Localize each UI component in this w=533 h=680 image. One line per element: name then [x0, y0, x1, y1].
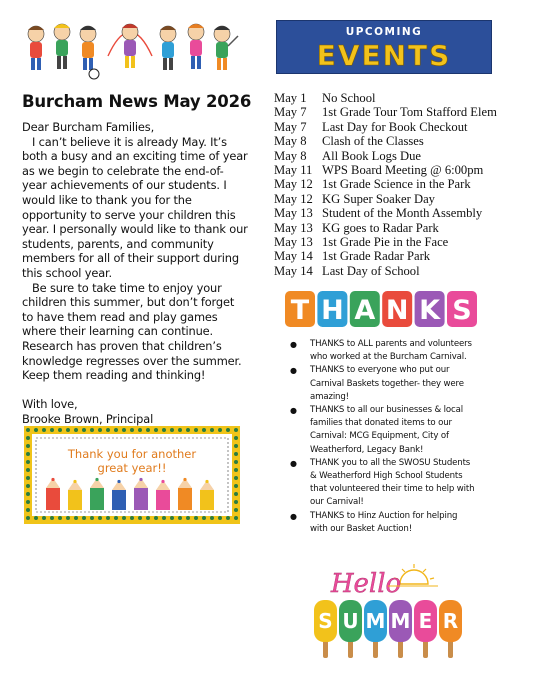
event-date: May 11 [274, 163, 313, 178]
event-row [274, 134, 514, 148]
summer-letter: S [318, 609, 333, 633]
summer-letter: E [418, 609, 433, 633]
event-row [274, 192, 514, 206]
event-date: May 13 [274, 235, 313, 250]
thanks-item-line: with our Basket Auction! [310, 523, 412, 534]
kids-clipart-image [22, 16, 240, 82]
event-name: Student of the Month Assembly [322, 206, 483, 221]
thanks-letter: N [385, 295, 409, 326]
thanks-letter: H [321, 295, 344, 326]
letter-closing: With love, [22, 397, 78, 412]
event-date: May 12 [274, 177, 313, 192]
thanks-list-item [285, 338, 515, 364]
event-name: KG Super Soaker Day [322, 191, 435, 206]
event-name: All Book Logs Due [322, 148, 421, 163]
kid-figure [160, 26, 176, 70]
kid-figure [80, 26, 99, 79]
bullet-icon: ● [290, 366, 297, 376]
hello-summer-image [308, 562, 468, 662]
event-date: May 12 [274, 191, 313, 206]
thanks-letter: S [452, 295, 472, 326]
principal-letter [22, 120, 248, 426]
event-row [274, 91, 514, 105]
thanks-heading-image [285, 289, 477, 329]
popsicle-stick [398, 640, 403, 658]
event-name: No School [322, 91, 376, 105]
event-name: 1st Grade Tour Tom Stafford Elem [322, 105, 497, 120]
thanks-item-line: who worked at the Burcham Carnival. [310, 352, 467, 363]
event-name: 1st Grade Pie in the Face [322, 235, 449, 250]
event-name: Last Day of School [322, 263, 420, 278]
thanks-item-line: our Carnival! [310, 497, 364, 508]
event-date: May 14 [274, 249, 313, 264]
event-row [274, 120, 514, 134]
bullet-icon: ● [290, 340, 297, 349]
bullet-icon: ● [290, 458, 297, 468]
event-date: May 13 [274, 206, 313, 221]
thanks-item-line: amazing! [310, 391, 349, 402]
popsicle-stick [323, 640, 328, 658]
popsicle-stick [348, 640, 353, 658]
thanks-item-line: families that donated items to our [310, 418, 452, 429]
bullet-icon: ● [290, 511, 297, 521]
event-date: May 14 [274, 263, 313, 278]
letter-paragraph: I can’t believe it is already May. It’s both a busy and an exciting time of year as we begin to celebrate the end-of-year achievements of our students. I would like to thank you for the opportunity to serve your children this year. I personally would like to thank our students, parents, and community members for all of their support during this school year. [22, 134, 248, 280]
thanks-item-line: that volunteered their time to help with [310, 484, 475, 495]
thanks-list-item [285, 510, 515, 536]
thanks-item-line: Weatherford, Legacy Bank! [310, 444, 424, 455]
event-date: May 8 [274, 134, 307, 149]
thanks-list-item [285, 457, 515, 510]
event-row [274, 264, 514, 278]
thanks-letter: T [290, 295, 310, 326]
event-name: Last Day for Book Checkout [322, 119, 468, 134]
banner-line2: EVENTS [316, 39, 452, 72]
hello-text: Hello [330, 569, 402, 599]
popsicle-row [314, 600, 462, 658]
kid-figure [28, 26, 44, 70]
upcoming-events-banner [276, 20, 492, 74]
event-row [274, 249, 514, 263]
letter-paragraph: Be sure to take time to enjoy your children this summer, but don’t forget to have them read and play games where their learning can continue. Research has proven that children’s knowledge regresses over the summer. Keep them reading and thinking! [22, 280, 242, 383]
event-name: KG goes to Radar Park [322, 220, 439, 235]
summer-letter: M [365, 609, 386, 633]
event-date: May 1 [274, 91, 307, 105]
banner-line1: UPCOMING [345, 26, 423, 38]
event-date: May 13 [274, 220, 313, 235]
event-row [274, 105, 514, 119]
page-title: Burcham News May 2026 [22, 92, 252, 111]
thanks-list [285, 338, 515, 536]
summer-letter: U [342, 609, 359, 633]
summer-letter: R [442, 609, 459, 633]
thanks-list-item [285, 364, 515, 404]
popsicle-stick [423, 640, 428, 658]
kid-figure [214, 26, 238, 70]
popsicle-stick [448, 640, 453, 658]
kid-figure [188, 24, 204, 69]
summer-letter: M [390, 609, 411, 633]
event-row [274, 177, 514, 191]
thanks-item-line: THANKS to ALL parents and volunteers [310, 339, 472, 349]
thank-you-card-image [24, 426, 240, 524]
thanks-item-line: THANKS to all our businesses & local [310, 405, 463, 416]
thanks-item-line: Carnival: MCG Equipment, City of [310, 431, 449, 442]
event-name: 1st Grade Science in the Park [322, 177, 471, 192]
thanks-letter: K [419, 295, 441, 326]
thanks-item-line: THANKS to Hinz Auction for helping [310, 510, 458, 521]
thanks-letter: A [354, 295, 376, 326]
event-row [274, 163, 514, 177]
event-date: May 7 [274, 119, 307, 134]
thanks-item-line: & Weatherford High School Students [310, 471, 463, 482]
event-date: May 7 [274, 105, 307, 120]
letter-signature: Brooke Brown, Principal [22, 411, 154, 426]
event-name: Clash of the Classes [322, 134, 424, 149]
letter-greeting: Dear Burcham Families, [22, 120, 155, 134]
kid-figure [54, 24, 70, 69]
popsicle-stick [373, 640, 378, 658]
event-row [274, 235, 514, 249]
thanks-item-line: THANK you to all the SWOSU Students [310, 457, 471, 468]
bullet-icon: ● [290, 406, 297, 416]
event-name: WPS Board Meeting @ 6:00pm [322, 163, 484, 178]
event-date: May 8 [274, 148, 307, 163]
event-row [274, 206, 514, 220]
thanks-list-item [285, 404, 515, 457]
event-row [274, 149, 514, 163]
event-row [274, 221, 514, 235]
events-list [274, 91, 514, 278]
card-text-line1: Thank you for another [67, 447, 197, 461]
thanks-item-line: Carnival Baskets together- they were [310, 378, 464, 389]
kid-jump-rope [108, 24, 152, 68]
event-name: 1st Grade Radar Park [322, 249, 431, 264]
card-text-line2: great year!! [97, 461, 167, 475]
thanks-item-line: THANKS to everyone who put our [310, 365, 450, 376]
